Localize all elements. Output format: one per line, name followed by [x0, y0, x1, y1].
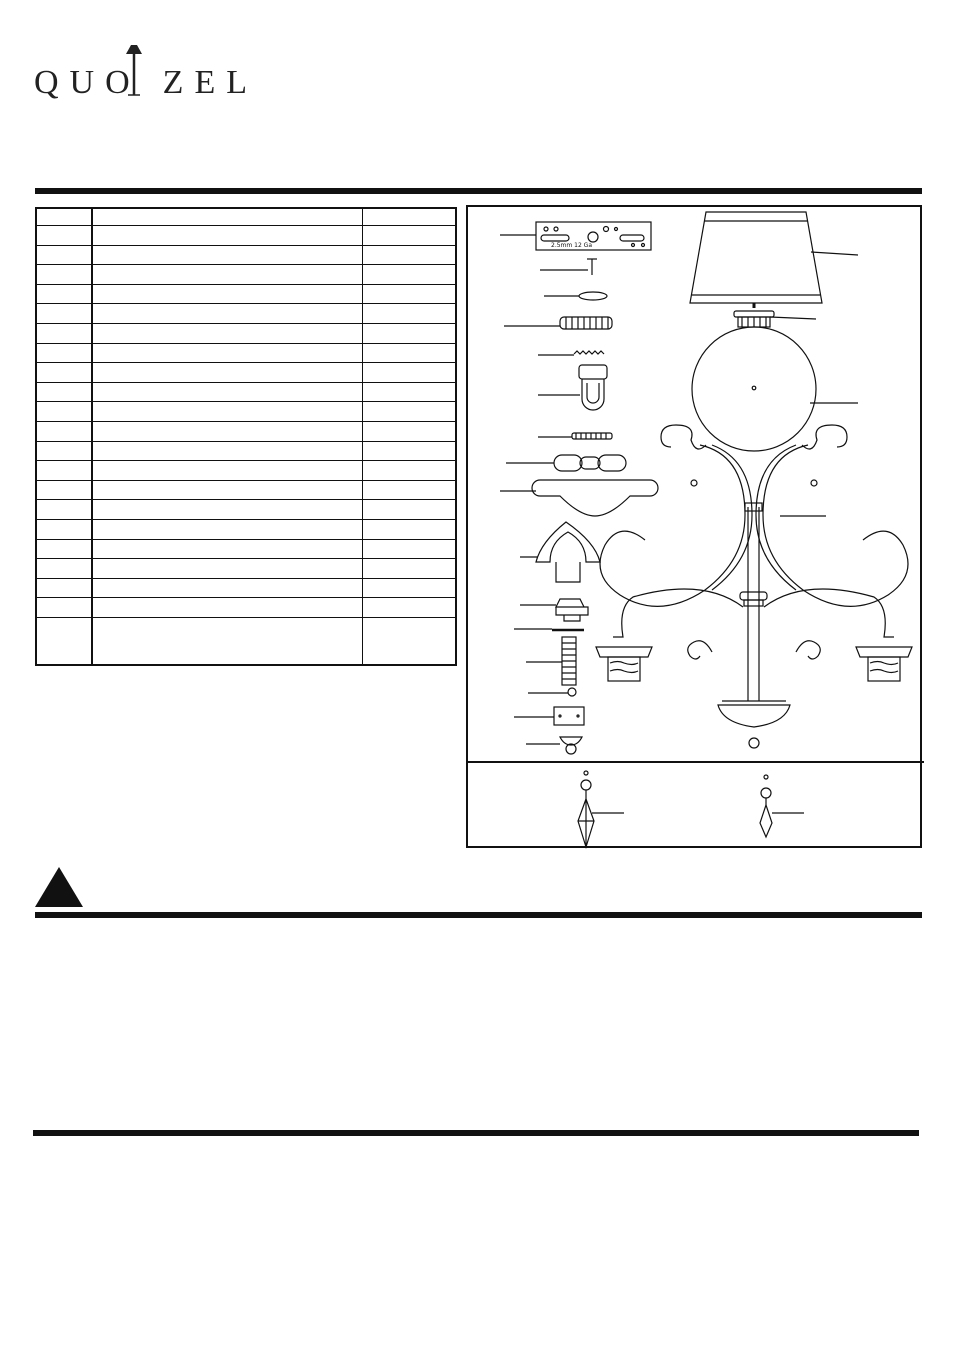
exploded-parts-diagram — [466, 205, 922, 848]
parts-table-cell — [36, 402, 92, 422]
parts-table-cell — [363, 559, 457, 579]
parts-table-cell — [36, 421, 92, 441]
parts-table-cell — [36, 323, 92, 343]
parts-table-row — [36, 382, 456, 402]
parts-table-cell — [36, 343, 92, 363]
parts-table-cell — [363, 226, 457, 246]
crossbar-label: 2.5mm 12 Ga — [551, 242, 593, 249]
warning-rule — [35, 912, 922, 918]
parts-table-cell — [92, 363, 363, 383]
parts-table-cell — [363, 284, 457, 304]
parts-table-cell — [92, 421, 363, 441]
parts-table-cell — [92, 461, 363, 481]
parts-table-cell — [36, 500, 92, 520]
parts-table-row — [36, 402, 456, 422]
parts-table-row — [36, 245, 456, 265]
parts-table-cell — [36, 617, 92, 665]
parts-table-row — [36, 343, 456, 363]
parts-table-row — [36, 208, 456, 226]
parts-table-cell — [363, 363, 457, 383]
footer-rule — [33, 1130, 919, 1136]
parts-table-row — [36, 539, 456, 559]
parts-table-row — [36, 500, 456, 520]
crystal-pendant-large — [578, 771, 624, 847]
ceiling-disc-part — [692, 327, 816, 451]
parts-table-cell — [363, 265, 457, 285]
parts-table-cell — [92, 284, 363, 304]
parts-table-cell — [363, 598, 457, 618]
parts-table-cell — [363, 402, 457, 422]
parts-table-row — [36, 284, 456, 304]
parts-table-cell — [363, 421, 457, 441]
logo-wordmark — [34, 64, 258, 102]
parts-table-cell — [92, 323, 363, 343]
parts-table-cell — [92, 226, 363, 246]
parts-table-row — [36, 617, 456, 665]
parts-table-cell — [92, 382, 363, 402]
parts-table-cell — [92, 441, 363, 461]
parts-table-cell — [363, 617, 457, 665]
parts-table-cell — [92, 578, 363, 598]
parts-table-row — [36, 441, 456, 461]
parts-table-row — [36, 578, 456, 598]
logo-left: QUO — [34, 64, 141, 101]
parts-table-row — [36, 363, 456, 383]
diagram-drawing — [468, 207, 924, 850]
parts-table-row — [36, 559, 456, 579]
parts-table-cell — [92, 402, 363, 422]
lamp-shade-part — [690, 212, 858, 308]
parts-table-cell — [36, 304, 92, 324]
parts-table-cell — [92, 208, 363, 226]
chandelier-frame-part — [596, 425, 912, 748]
parts-table-cell — [36, 245, 92, 265]
parts-table-row — [36, 519, 456, 539]
parts-table-cell — [36, 539, 92, 559]
parts-table-cell — [36, 480, 92, 500]
parts-table-cell — [363, 578, 457, 598]
parts-table-row — [36, 480, 456, 500]
parts-table-cell — [92, 500, 363, 520]
warning-triangle-icon — [35, 867, 83, 909]
header-rule — [35, 188, 922, 194]
parts-table-cell — [92, 245, 363, 265]
parts-table-cell — [36, 382, 92, 402]
parts-table — [35, 207, 457, 666]
parts-table-cell — [363, 461, 457, 481]
parts-table-row — [36, 323, 456, 343]
logo-right: ZEL — [162, 64, 258, 101]
parts-table-cell — [92, 265, 363, 285]
parts-table-cell — [92, 519, 363, 539]
parts-table-row — [36, 421, 456, 441]
parts-table-cell — [36, 441, 92, 461]
parts-table-cell — [363, 519, 457, 539]
parts-table-cell — [92, 343, 363, 363]
parts-table-cell — [36, 598, 92, 618]
parts-table-cell — [92, 559, 363, 579]
parts-table-cell — [36, 226, 92, 246]
parts-table-cell — [36, 284, 92, 304]
crystal-pendant-small — [760, 775, 804, 837]
parts-table-cell — [36, 578, 92, 598]
parts-table-row — [36, 265, 456, 285]
parts-table-cell — [36, 265, 92, 285]
parts-table-cell — [363, 343, 457, 363]
parts-table-row — [36, 226, 456, 246]
parts-table-cell — [36, 461, 92, 481]
parts-table-cell — [363, 382, 457, 402]
parts-table-cell — [36, 519, 92, 539]
parts-table-cell — [92, 617, 363, 665]
parts-table-cell — [36, 363, 92, 383]
parts-table-cell — [363, 323, 457, 343]
parts-table-cell — [92, 539, 363, 559]
parts-table-cell — [363, 480, 457, 500]
parts-table-cell — [363, 500, 457, 520]
parts-table-cell — [36, 559, 92, 579]
parts-table-cell — [92, 304, 363, 324]
parts-table-cell — [363, 441, 457, 461]
brand-logo — [34, 40, 258, 101]
parts-table-cell — [363, 245, 457, 265]
parts-table-cell — [363, 539, 457, 559]
parts-table-cell — [92, 480, 363, 500]
parts-table-row — [36, 304, 456, 324]
parts-table-cell — [36, 208, 92, 226]
parts-table-cell — [363, 304, 457, 324]
parts-table-cell — [363, 208, 457, 226]
parts-table-row — [36, 461, 456, 481]
parts-table-cell — [92, 598, 363, 618]
parts-table-row — [36, 598, 456, 618]
